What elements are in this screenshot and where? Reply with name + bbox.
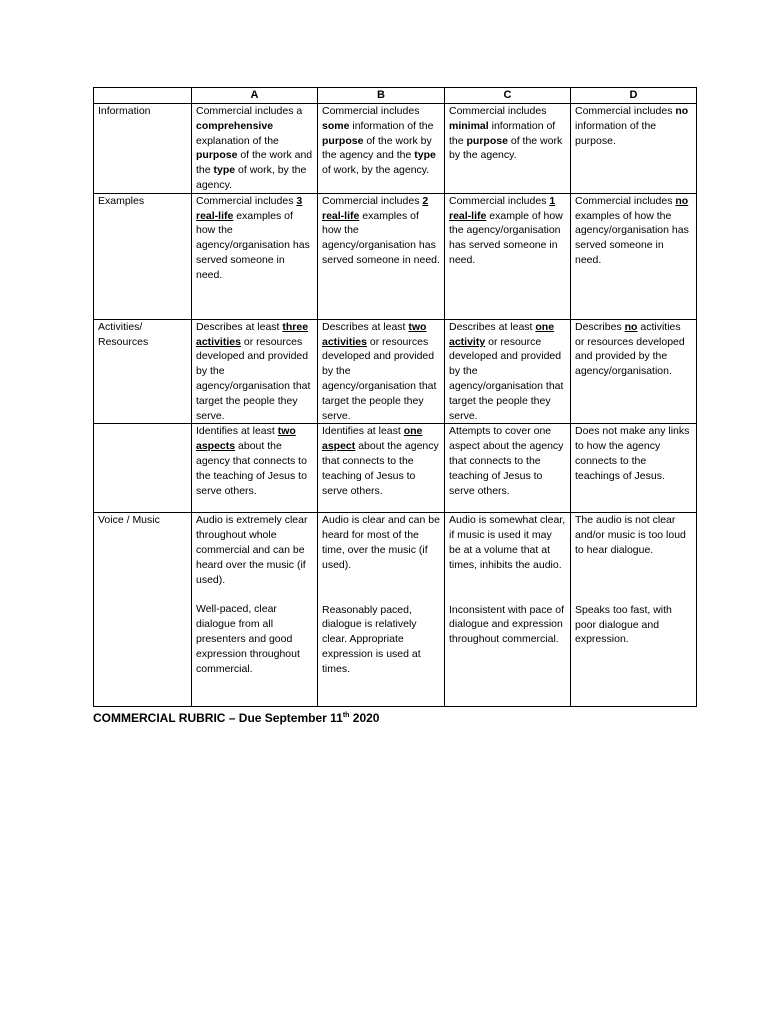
cell-paragraph: Inconsistent with pace of dialogue and expression throughout commercial. — [449, 603, 564, 646]
table-cell — [445, 104, 571, 194]
cell-paragraph: Well-paced, clear dialogue from all presenters and good expression throughout commercial. — [196, 603, 300, 675]
table-cell — [192, 319, 318, 424]
rubric-title-ordinal: th — [342, 712, 350, 719]
emphasis-underlined: 3 real-life — [196, 194, 303, 222]
cell-text: Commercial includes — [575, 105, 676, 117]
table-cell — [192, 104, 318, 194]
emphasis: purpose — [466, 134, 508, 147]
cell-paragraph: Audio is clear and can be heard for most of the time, over the music (if used). — [322, 514, 440, 571]
table-cell — [571, 193, 697, 319]
table-cell — [318, 193, 445, 319]
emphasis-underlined: 2 real-life — [322, 194, 429, 222]
cell-text: Identifies at least — [322, 425, 404, 438]
row-header-examples: Examples — [94, 193, 192, 319]
cell-text: Commercial includes a — [196, 105, 303, 117]
cell-paragraph: The audio is not clear and/or music is too loud to hear dialogue. — [575, 514, 686, 556]
emphasis-underlined: three activities — [196, 320, 309, 348]
cell-text: Commercial includes — [449, 105, 547, 117]
cell-text: or resource developed and provided by the agency/organisation that target the people they serve. — [449, 335, 564, 422]
table-cell — [318, 424, 445, 513]
emphasis-underlined: no — [675, 194, 689, 207]
column-header-blank — [94, 88, 192, 104]
emphasis: comprehensive — [196, 119, 274, 132]
cell-text: Commercial includes — [322, 105, 420, 117]
emphasis: no — [675, 105, 689, 117]
cell-text: or resources developed and provided by the agency/organisation that target the people they serve. — [196, 335, 311, 422]
cell-text: Commercial includes — [449, 194, 550, 207]
table-cell — [318, 513, 445, 707]
cell-text: activities or resources developed and provided by the agency/organisation. — [575, 320, 685, 378]
cell-text: examples of how the agency/organisation has served someone in need. — [322, 209, 440, 266]
emphasis: minimal — [449, 119, 489, 132]
cell-paragraph: Speaks too fast, with poor dialogue and expression. — [575, 603, 672, 646]
table-row-information — [94, 104, 697, 194]
cell-paragraph: Reasonably paced, dialogue is relatively clear. Appropriate expression is used at times. — [322, 603, 421, 675]
column-header-b: B — [318, 88, 445, 104]
table-cell — [445, 424, 571, 513]
cell-text: examples of how the agency/organisation has served someone in need. — [196, 209, 310, 281]
table-cell — [445, 513, 571, 707]
column-header-c: C — [445, 88, 571, 104]
table-cell — [571, 513, 697, 707]
cell-text: Describes at least — [196, 320, 283, 333]
cell-text: information of the — [449, 119, 556, 147]
cell-text: of the work by the agency and the — [322, 134, 432, 162]
cell-text: information of the purpose. — [575, 119, 657, 147]
row-header-voice-music: Voice / Music — [94, 513, 192, 707]
table-cell — [318, 319, 445, 424]
row-header-activities: Activities/ Resources — [94, 319, 192, 424]
cell-text: Does not make any links to how the agency connects to the teachings of Jesus. — [575, 425, 690, 482]
table-row-voice-music — [94, 513, 697, 707]
rubric-title-year: 2020 — [349, 711, 380, 725]
emphasis-underlined: one aspect — [322, 425, 423, 453]
rubric-table — [93, 87, 697, 707]
rubric-title-text: COMMERCIAL RUBRIC – Due September 11 — [93, 711, 343, 725]
table-row-activities — [94, 319, 697, 424]
cell-text: of the work and the — [196, 149, 313, 177]
emphasis-underlined: two activities — [322, 320, 427, 348]
cell-text: of work, by the agency. — [196, 164, 307, 191]
emphasis-underlined: one activity — [449, 320, 555, 348]
cell-text: about the agency that connects to the teaching of Jesus to serve others. — [196, 440, 307, 497]
emphasis-underlined: 1 real-life — [449, 194, 556, 222]
emphasis: some — [322, 119, 350, 132]
cell-text: Describes at least — [322, 320, 409, 333]
table-cell — [445, 193, 571, 319]
row-header-information: Information — [94, 104, 192, 194]
cell-text: Describes — [575, 320, 625, 333]
column-header-row — [94, 88, 697, 104]
cell-text: information of the — [349, 119, 434, 132]
rubric-title — [93, 711, 379, 725]
cell-text: example of how the agency/organisation has served someone in need. — [449, 209, 563, 266]
emphasis: type — [414, 149, 436, 162]
cell-text: Attempts to cover one aspect about the agency that connects to the teaching of Jesus to serve others. — [449, 425, 564, 497]
emphasis-underlined: two aspects — [196, 425, 296, 453]
table-cell — [571, 319, 697, 424]
emphasis: purpose — [322, 134, 364, 147]
cell-text: Commercial includes — [322, 194, 423, 207]
cell-paragraph: Audio is somewhat clear, if music is used it may be at a volume that at times, inhibits the audio. — [449, 514, 566, 571]
cell-text: Identifies at least — [196, 425, 278, 438]
emphasis-underlined: no — [624, 320, 638, 333]
cell-text: examples of how the agency/organisation has served someone in need. — [575, 209, 689, 266]
emphasis: purpose — [196, 149, 238, 162]
cell-text: of the work by the agency. — [449, 134, 563, 162]
column-header-d: D — [571, 88, 697, 104]
cell-text: explanation of the — [196, 134, 279, 147]
table-row-teaching-of-jesus — [94, 424, 697, 513]
table-cell — [571, 424, 697, 513]
cell-text: Describes at least — [449, 320, 536, 333]
cell-text: or resources developed and provided by the agency/organisation that target the people they serve. — [322, 335, 437, 422]
cell-text: Commercial includes — [196, 194, 297, 207]
table-cell — [192, 424, 318, 513]
table-cell — [571, 104, 697, 194]
cell-text: Commercial includes — [575, 194, 676, 207]
cell-paragraph: Audio is extremely clear throughout whole commercial and can be heard over the music (if used). — [196, 514, 308, 586]
cell-text: about the agency that connects to the teaching of Jesus to serve others. — [322, 440, 439, 497]
emphasis: type — [213, 164, 236, 177]
table-cell — [318, 104, 445, 194]
row-header-empty — [94, 424, 192, 513]
cell-text: of work, by the agency. — [322, 164, 430, 177]
table-cell — [445, 319, 571, 424]
table-cell — [192, 513, 318, 707]
table-cell — [192, 193, 318, 319]
column-header-a: A — [192, 88, 318, 104]
table-row-examples — [94, 193, 697, 319]
